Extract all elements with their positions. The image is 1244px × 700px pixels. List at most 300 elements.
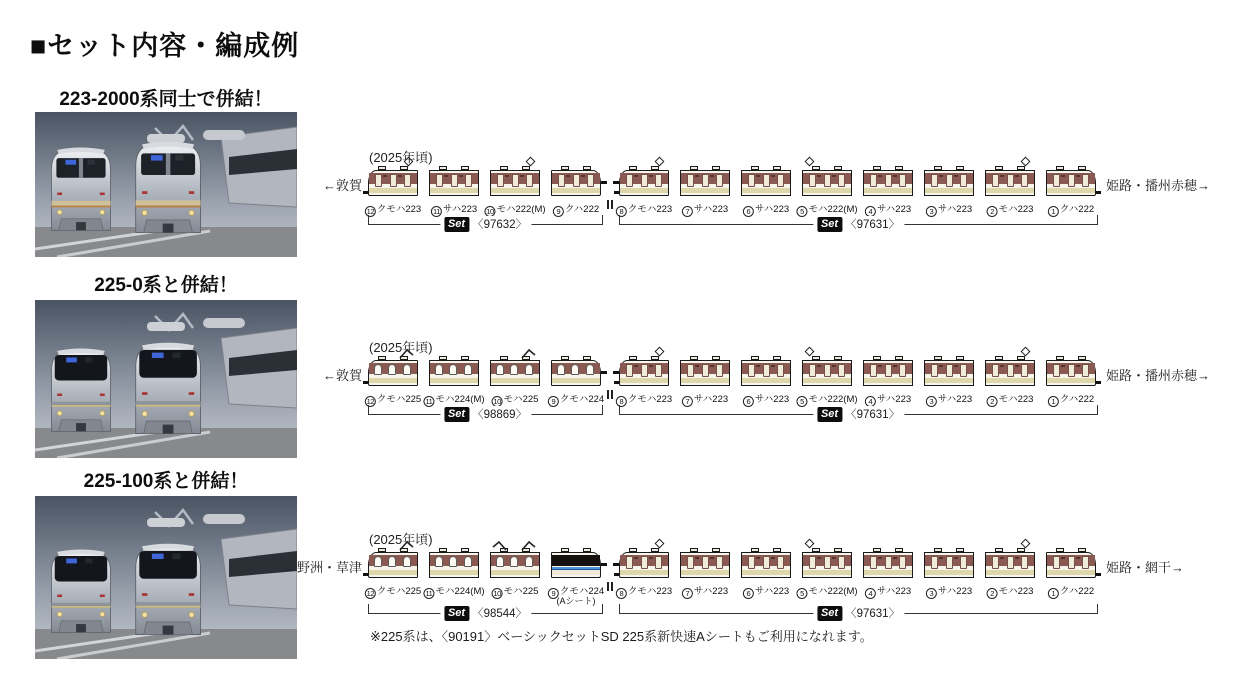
car-number-circle: 12: [366, 206, 374, 216]
roof-vent: [773, 166, 781, 170]
car-number-circle: 2: [987, 588, 998, 599]
door: [824, 174, 831, 187]
formation-diagram-1: [0, 150, 1244, 280]
car-label: 12 クモハ223: [366, 204, 422, 216]
skirt-band: [1047, 570, 1095, 575]
destination-left: ←敦賀: [322, 368, 362, 383]
car-label: 12 クモハ225: [366, 586, 422, 598]
pantograph-single-arm-icon: [521, 538, 536, 550]
car-graphic-12: [368, 170, 418, 196]
door: [404, 174, 411, 187]
roof-vent: [995, 356, 1003, 360]
door: [885, 556, 892, 569]
door: [870, 174, 877, 187]
roof-vent: [956, 356, 964, 360]
roof-vent: [651, 166, 659, 170]
skirt-band: [552, 378, 600, 383]
car-label: 12 クモハ225: [366, 394, 422, 406]
pantograph-single-arm-icon: [399, 538, 414, 550]
car-label: 9 クハ222: [553, 201, 599, 217]
car-number-circle: 3: [926, 396, 937, 407]
pantograph-single-arm-icon: [521, 346, 536, 358]
roof-vent: [812, 166, 820, 170]
skirt-band: [925, 188, 973, 193]
car-cell-9: [551, 552, 605, 606]
coupler: [1096, 573, 1101, 576]
door: [899, 556, 906, 569]
car-graphic-7: [680, 360, 730, 386]
car-number-circle: 11: [423, 588, 434, 599]
skirt-band: [986, 570, 1034, 575]
door: [931, 174, 938, 187]
door: [687, 556, 694, 569]
skirt-band: [986, 188, 1034, 193]
roof-vent: [1017, 548, 1025, 552]
window-mark: [771, 175, 775, 177]
car-cell-8: [619, 552, 673, 598]
car-label: 8 クモハ223: [616, 583, 672, 599]
window-mark: [893, 175, 897, 177]
window-mark: [634, 365, 638, 367]
car-number-circle: 7: [682, 396, 693, 407]
car-number-circle: 12: [366, 588, 374, 598]
door: [946, 556, 953, 569]
coupler: [363, 573, 368, 576]
destination-right: 姫路・網干→: [1106, 560, 1185, 575]
destination-right: 姫路・播州赤穂→: [1106, 368, 1211, 383]
car-label: 11 サハ223: [431, 201, 477, 217]
door: [626, 556, 633, 569]
skirt-band: [803, 378, 851, 383]
car-cell-7: [680, 360, 730, 406]
car-label: 7 サハ223: [682, 583, 728, 599]
year-note: (2025年頃): [369, 150, 433, 165]
car-graphic-4: [863, 360, 913, 386]
car-number-circle: 11: [431, 206, 442, 217]
window-mark: [878, 175, 882, 177]
window: [449, 556, 457, 567]
roof-vent: [1056, 548, 1064, 552]
window-mark: [1000, 365, 1004, 367]
car-graphic-11: [429, 360, 479, 386]
window-mark: [710, 175, 714, 177]
skirt-band: [552, 570, 600, 575]
window-mark: [695, 557, 699, 559]
set-badge: Set: [817, 407, 842, 422]
car-number-circle: 7: [682, 588, 693, 599]
car-number-circle: 1: [1048, 206, 1059, 217]
car-cell-4: [863, 552, 913, 598]
skirt-band: [803, 570, 851, 575]
roof-vent: [583, 166, 591, 170]
car-number-circle: 11: [423, 396, 434, 407]
set-chip: [440, 406, 531, 422]
car-cell-1: [1046, 170, 1096, 216]
window-mark: [1076, 557, 1080, 559]
car-number-circle: 8: [616, 206, 627, 217]
skirt-band: [864, 570, 912, 575]
car-number-circle: 12: [366, 396, 374, 406]
window-mark: [954, 557, 958, 559]
roof-vent: [378, 548, 386, 552]
roof-vent: [378, 166, 386, 170]
window-mark: [817, 175, 821, 177]
door: [436, 174, 443, 187]
door: [960, 556, 967, 569]
car-graphic-7: [680, 552, 730, 578]
door: [1007, 556, 1014, 569]
pantograph-diamond-icon: [805, 157, 815, 167]
roof-vent: [378, 356, 386, 360]
roof-vent: [1078, 166, 1086, 170]
section-heading-3: 225-100系と併結！: [83, 471, 249, 492]
set-chip: [440, 216, 531, 232]
coupler: [1096, 191, 1101, 194]
door: [512, 174, 519, 187]
car-label: 9 クモハ224: [548, 391, 604, 407]
window-mark: [383, 175, 387, 177]
roof-vent: [439, 166, 447, 170]
car-number-circle: 10: [486, 206, 494, 216]
set-bracket-left: [368, 604, 603, 620]
roof-vent: [1078, 548, 1086, 552]
car-graphic-7: [680, 170, 730, 196]
window-mark: [771, 557, 775, 559]
door: [451, 174, 458, 187]
car-graphic-1: [1046, 170, 1096, 196]
window-mark: [566, 175, 570, 177]
car-graphic-3: [924, 360, 974, 386]
car-cell-3: [924, 170, 974, 216]
roof-vent: [712, 166, 720, 170]
car-label: 4 サハ223: [865, 201, 911, 217]
car-graphic-5: [802, 170, 852, 196]
roof-vent: [500, 166, 508, 170]
coupling-mark: [611, 390, 613, 399]
door: [763, 364, 770, 377]
car-graphic-10: [490, 552, 540, 578]
door: [375, 174, 382, 187]
car-number-circle: 9: [548, 396, 559, 407]
skirt-band: [552, 188, 600, 193]
window-mark: [1000, 557, 1004, 559]
train-cars-row: [366, 170, 1096, 216]
window-mark: [756, 175, 760, 177]
car-number-circle: 10: [493, 396, 501, 406]
roof-vent: [995, 166, 1003, 170]
car-label: 11 モハ224(M): [423, 391, 484, 407]
car-number-circle: 7: [682, 206, 693, 217]
door: [899, 364, 906, 377]
roof-vent: [1017, 166, 1025, 170]
window: [557, 364, 565, 375]
car-graphic-11: [429, 170, 479, 196]
car-cell-10: [490, 552, 540, 598]
car-label: 1 クハ222: [1048, 201, 1094, 217]
roof-vent: [1078, 356, 1086, 360]
car-cell-1: [1046, 552, 1096, 598]
window-mark: [832, 365, 836, 367]
door: [763, 174, 770, 187]
car-graphic-2: [985, 170, 1035, 196]
year-note: (2025年頃): [369, 532, 433, 547]
door: [655, 364, 662, 377]
car-cell-2: [985, 360, 1035, 406]
door: [885, 364, 892, 377]
door: [1007, 174, 1014, 187]
window-mark: [695, 175, 699, 177]
door: [587, 174, 594, 187]
skirt-band: [430, 188, 478, 193]
pantograph-diamond-icon: [655, 539, 665, 549]
window-mark: [878, 557, 882, 559]
coupler: [363, 191, 368, 194]
skirt-band: [864, 378, 912, 383]
usage-note: ※225系は、〈90191〉ベーシックセットSD 225系新快速Aシートもご利用になれます。: [370, 629, 873, 644]
car-graphic-11: [429, 552, 479, 578]
set-bracket-right: [619, 604, 1098, 620]
door: [992, 556, 999, 569]
car-graphic-6: [741, 552, 791, 578]
roof-vent: [995, 548, 1003, 552]
car-cell-11: [425, 552, 485, 598]
car-graphic-12: [368, 552, 418, 578]
window: [525, 364, 533, 375]
roof-vent: [500, 356, 508, 360]
set-bracket-right: [619, 405, 1098, 421]
car-number-circle: 1: [1048, 396, 1059, 407]
window-mark: [939, 175, 943, 177]
car-cell-7: [680, 170, 730, 216]
skirt-band: [864, 188, 912, 193]
skirt-band: [491, 188, 539, 193]
window-mark: [832, 175, 836, 177]
roof-vent: [873, 166, 881, 170]
door: [1053, 364, 1060, 377]
window-mark: [1076, 175, 1080, 177]
door: [809, 556, 816, 569]
car-cell-2: [985, 552, 1035, 598]
set-chip: [813, 406, 904, 422]
set-number: 〈98869〉: [472, 409, 528, 421]
car-label: 3 サハ223: [926, 391, 972, 407]
car-label: 4 サハ223: [865, 391, 911, 407]
roof-vent: [895, 166, 903, 170]
roof-vent: [751, 356, 759, 360]
door: [1021, 556, 1028, 569]
car-cell-10: [490, 360, 540, 406]
roof-vent: [522, 166, 530, 170]
pantograph-diamond-icon: [805, 539, 815, 549]
car-label: 3 サハ223: [926, 583, 972, 599]
door: [824, 364, 831, 377]
car-cell-2: [985, 170, 1035, 216]
skirt-band: [491, 378, 539, 383]
car-graphic-2: [985, 360, 1035, 386]
roof-vent: [1017, 356, 1025, 360]
roof-vent: [751, 166, 759, 170]
roof-vent: [583, 548, 591, 552]
car-graphic-5: [802, 360, 852, 386]
skirt-band: [742, 378, 790, 383]
window-mark: [1000, 175, 1004, 177]
door: [838, 364, 845, 377]
roof-vent: [461, 166, 469, 170]
door: [1082, 174, 1089, 187]
door: [1053, 174, 1060, 187]
window-mark: [893, 557, 897, 559]
car-label: 2 モハ223: [987, 583, 1034, 599]
skirt-band: [925, 570, 973, 575]
set-bracket-right: [619, 215, 1098, 231]
set-bracket-left: [368, 215, 603, 231]
skirt-band: [491, 570, 539, 575]
car-cell-5: [800, 360, 858, 406]
window: [403, 364, 411, 375]
car-graphic-8: [619, 170, 669, 196]
destination-right: 姫路・播州赤穂→: [1106, 178, 1211, 193]
door: [1068, 556, 1075, 569]
car-cell-5: [800, 552, 858, 598]
window-mark: [1061, 557, 1065, 559]
car-cell-6: [741, 360, 791, 406]
window-mark: [649, 365, 653, 367]
car-number-circle: 5: [796, 396, 807, 407]
roof-vent: [812, 356, 820, 360]
roof-vent: [934, 166, 942, 170]
door: [838, 556, 845, 569]
set-number: 〈97631〉: [845, 219, 901, 231]
window: [496, 364, 504, 375]
window-mark: [581, 175, 585, 177]
window: [435, 556, 443, 567]
skirt-band: [430, 378, 478, 383]
car-label: 9 クモハ224: [548, 583, 604, 599]
set-number: 〈97631〉: [845, 608, 901, 620]
skirt-band: [369, 570, 417, 575]
car-cell-3: [924, 360, 974, 406]
set-bracket-left: [368, 405, 603, 421]
window-mark: [1015, 175, 1019, 177]
window: [496, 556, 504, 567]
car-cell-4: [863, 170, 913, 216]
skirt-band: [620, 570, 668, 575]
skirt-band: [620, 188, 668, 193]
car-graphic-10: [490, 170, 540, 196]
pantograph-diamond-icon: [1021, 347, 1031, 357]
roof-vent: [461, 356, 469, 360]
car-graphic-5: [802, 552, 852, 578]
door: [1082, 556, 1089, 569]
window-mark: [1015, 365, 1019, 367]
car-label: 7 サハ223: [682, 391, 728, 407]
car-graphic-12: [368, 360, 418, 386]
window: [374, 364, 382, 375]
set-badge: Set: [444, 606, 469, 621]
window-mark: [817, 557, 821, 559]
door: [1021, 174, 1028, 187]
door: [465, 174, 472, 187]
car-graphic-1: [1046, 360, 1096, 386]
coupler: [1096, 381, 1101, 384]
door: [641, 364, 648, 377]
car-cell-6: [741, 552, 791, 598]
skirt-band: [1047, 188, 1095, 193]
roof-vent: [956, 166, 964, 170]
roof-vent: [651, 548, 659, 552]
coupling-mark: [611, 582, 613, 591]
window: [510, 556, 518, 567]
car-label: 6 サハ223: [743, 583, 789, 599]
roof-vent: [895, 548, 903, 552]
window: [435, 364, 443, 375]
pantograph-single-arm-icon: [399, 346, 414, 358]
formation-diagram-3: [0, 532, 1244, 662]
window: [525, 556, 533, 567]
car-graphic-3: [924, 170, 974, 196]
door: [573, 174, 580, 187]
skirt-band: [742, 570, 790, 575]
set-badge: Set: [444, 407, 469, 422]
window-mark: [771, 365, 775, 367]
door: [558, 174, 565, 187]
door: [777, 364, 784, 377]
window-mark: [756, 557, 760, 559]
window-mark: [710, 557, 714, 559]
coupling-mark: [607, 200, 609, 209]
section-heading-1: 223-2000系同士で併結！: [59, 89, 273, 110]
door: [716, 174, 723, 187]
coupling-mark: [607, 390, 609, 399]
year-note: (2025年頃): [369, 340, 433, 355]
set-badge: Set: [817, 606, 842, 621]
pantograph-diamond-icon: [655, 157, 665, 167]
door: [497, 174, 504, 187]
door: [748, 364, 755, 377]
door: [992, 174, 999, 187]
window: [571, 364, 579, 375]
car-cell-10: [486, 170, 546, 216]
skirt-band: [620, 378, 668, 383]
set-number: 〈97631〉: [845, 409, 901, 421]
page-title: ■セット内容・編成例: [30, 31, 300, 61]
roof-vent: [651, 356, 659, 360]
car-cell-9: [551, 170, 601, 216]
skirt-band: [681, 570, 729, 575]
car-number-circle: 4: [865, 588, 876, 599]
set-chip: [440, 605, 531, 621]
skirt-band: [986, 378, 1034, 383]
window-mark: [520, 175, 524, 177]
skirt-band: [803, 188, 851, 193]
roof-vent: [400, 166, 408, 170]
door: [960, 174, 967, 187]
pantograph-diamond-icon: [1021, 157, 1031, 167]
car-number-circle: 4: [865, 396, 876, 407]
car-number-circle: 1: [1048, 588, 1059, 599]
window-mark: [634, 557, 638, 559]
window-mark: [954, 175, 958, 177]
car-cell-8: [619, 170, 673, 216]
door: [1082, 364, 1089, 377]
formation-diagram-2: [0, 340, 1244, 470]
train-cars-row: [366, 360, 1096, 406]
roof-vent: [956, 548, 964, 552]
door: [702, 556, 709, 569]
door: [777, 556, 784, 569]
car-cell-5: [800, 170, 858, 216]
roof-vent: [461, 548, 469, 552]
